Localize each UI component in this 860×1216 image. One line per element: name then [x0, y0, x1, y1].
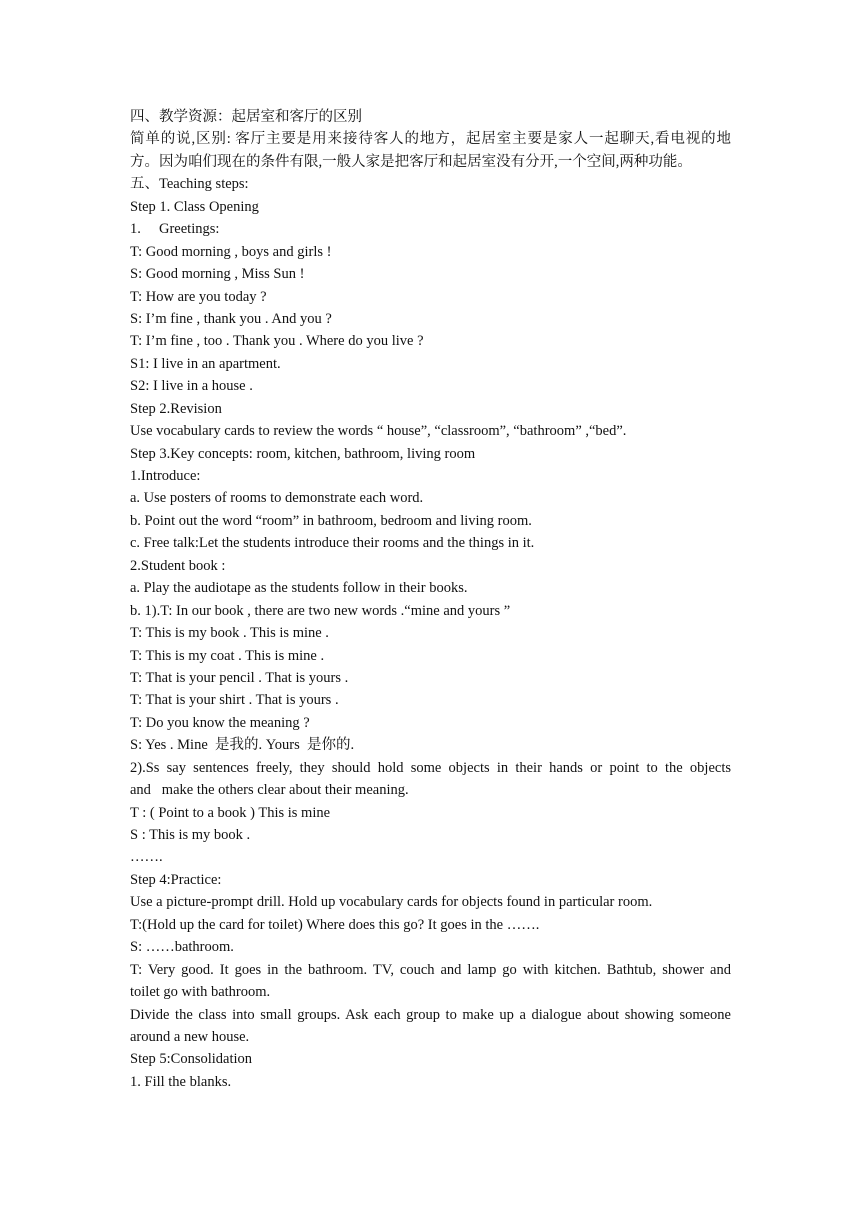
text-line: Use vocabulary cards to review the words “ house”, “classroom”, “bathroom” ,“bed”. — [130, 423, 627, 440]
text-line: Step 4:Practice: — [130, 871, 222, 888]
text-line: 1. Fill the blanks. — [130, 1073, 232, 1090]
text-line: 五、Teaching steps: — [130, 176, 249, 193]
text-line: 1.Introduce: — [130, 468, 201, 484]
lesson-plan-text — [130, 106, 731, 1093]
text-line: Step 5:Consolidation — [130, 1051, 253, 1068]
text-line: 方。因为咱们现在的条件有限,一般人家是把客厅和起居室没有分开,一个空间,两种功能。 — [130, 153, 692, 170]
text-line: and make the others clear about their meaning. — [130, 782, 409, 799]
text-line: S: Good morning , Miss Sun ! — [130, 266, 305, 283]
text-line: around a new house. — [130, 1028, 250, 1045]
text-line: b. Point out the word “room” in bathroom, bedroom and living room. — [130, 512, 532, 529]
text-line: T: That is your shirt . That is yours . — [130, 692, 339, 709]
text-line: T: I’m fine , too . Thank you . Where do you live ? — [130, 333, 424, 350]
text-line: S: Yes . Mine 是我的. Yours 是你的. — [130, 737, 355, 754]
text-line: 2).Ss say sentences freely, they should hold some objects in their hands or point to the objects — [130, 759, 731, 776]
text-line: Use a picture-prompt drill. Hold up vocabulary cards for objects found in particular room. — [130, 894, 653, 911]
text-line: T: How are you today ? — [130, 288, 267, 305]
text-line: Divide the class into small groups. Ask each group to make up a dialogue about showing someone — [130, 1006, 731, 1023]
text-line: T: This is my book . This is mine . — [130, 625, 329, 642]
text-line: a. Use posters of rooms to demonstrate each word. — [130, 490, 424, 507]
text-line: a. Play the audiotape as the students follow in their books. — [130, 580, 468, 597]
text-line: 简单的说,区别: 客厅主要是用来接待客人的地方，起居室主要是家人一起聊天,看电视的地 — [130, 131, 731, 148]
text-line: toilet go with bathroom. — [130, 984, 271, 1001]
text-line: T:(Hold up the card for toilet) Where does this go? It goes in the ……. — [130, 916, 540, 933]
text-line: 四、教学资源：起居室和客厅的区别 — [130, 109, 362, 125]
text-line: T: That is your pencil . That is yours . — [130, 669, 349, 686]
text-line: T: This is my coat . This is mine . — [130, 647, 325, 664]
text-line: 1. Greetings: — [130, 221, 220, 238]
text-line: S: I’m fine , thank you . And you ? — [130, 310, 332, 327]
text-line: T: Good morning , boys and girls ! — [130, 243, 332, 260]
text-line: S2: I live in a house . — [130, 378, 253, 395]
text-line: S1: I live in an apartment. — [130, 355, 281, 372]
text-line: T: Do you know the meaning ? — [130, 714, 310, 731]
text-line: c. Free talk:Let the students introduce their rooms and the things in it. — [130, 535, 535, 552]
text-line: Step 3.Key concepts: room, kitchen, bathroom, living room — [130, 445, 476, 462]
text-line: S : This is my book . — [130, 827, 251, 843]
text-line: T: Very good. It goes in the bathroom. TV, couch and lamp go with kitchen. Bathtub, shower and — [130, 961, 731, 978]
text-line: ……. — [130, 849, 163, 866]
text-line: Step 2.Revision — [130, 400, 222, 417]
text-line: b. 1).T: In our book , there are two new words .“mine and yours ” — [130, 602, 511, 619]
text-line: Step 1. Class Opening — [130, 198, 259, 215]
text-line: S: ……bathroom. — [130, 939, 234, 956]
text-line: 2.Student book : — [130, 557, 226, 574]
text-line: T : ( Point to a book ) This is mine — [130, 804, 331, 821]
